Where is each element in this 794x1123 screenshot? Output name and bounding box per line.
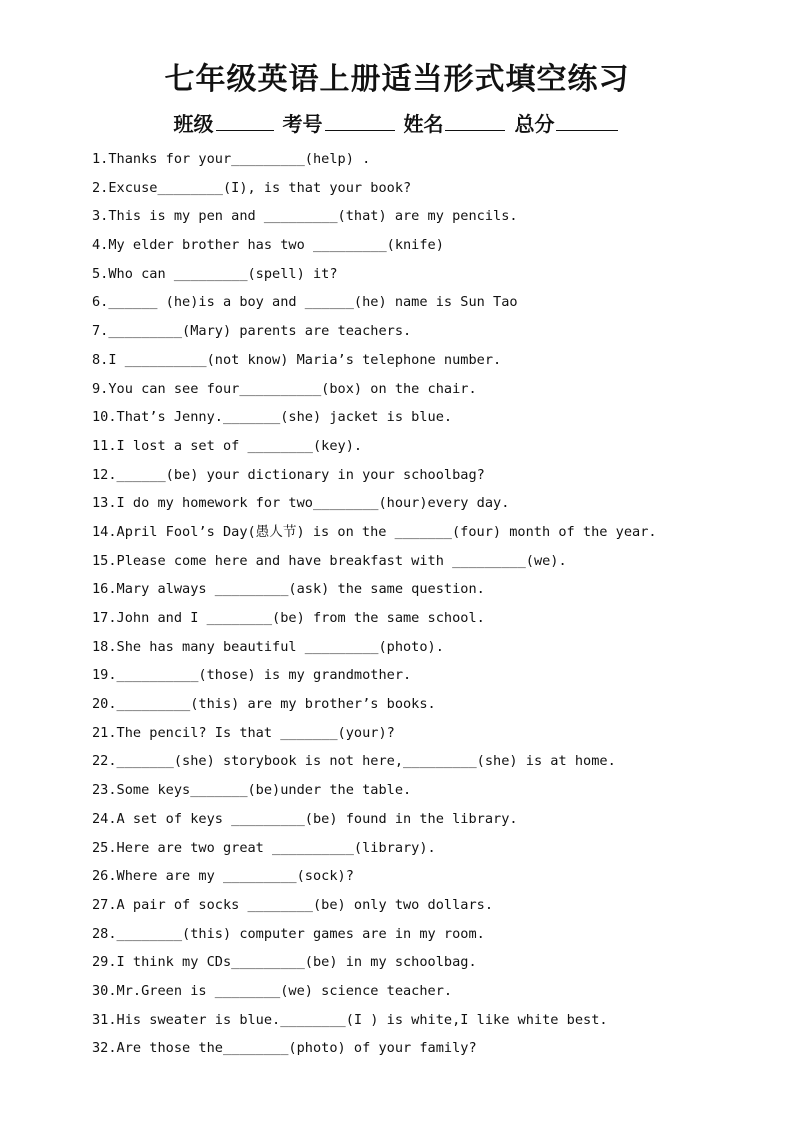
question-item: 27.A pair of socks ________(be) only two dollars. bbox=[92, 896, 494, 913]
question-item: 18.She has many beautiful _________(photo). bbox=[92, 638, 444, 655]
question-item: 23.Some keys_______(be)under the table. bbox=[92, 782, 412, 799]
class-label: 班级 bbox=[173, 112, 214, 136]
exam-number-blank bbox=[325, 112, 395, 131]
question-item: 13.I do my homework for two________(hour)every day. bbox=[92, 495, 510, 512]
question-item: 15.Please come here and have breakfast with _________(we). bbox=[92, 552, 567, 569]
question-item: 21.The pencil? Is that _______(your)? bbox=[92, 724, 395, 741]
name-label: 姓名 bbox=[403, 112, 444, 136]
question-item: 9.You can see four__________(box) on the chair. bbox=[92, 380, 477, 397]
exam-number-label: 考号 bbox=[282, 112, 323, 136]
question-item: 4.My elder brother has two _________(knife) bbox=[92, 237, 444, 254]
class-blank bbox=[216, 112, 274, 131]
question-item: 12.______(be) your dictionary in your schoolbag? bbox=[92, 466, 485, 483]
total-score-label: 总分 bbox=[514, 112, 555, 136]
question-item: 10.That’s Jenny._______(she) jacket is blue. bbox=[92, 409, 453, 426]
question-item: 8.I __________(not know) Maria’s telephone number. bbox=[92, 351, 502, 368]
question-list bbox=[92, 145, 772, 1063]
question-item: 2.Excuse________(I), is that your book? bbox=[92, 179, 412, 196]
question-item: 24.A set of keys _________(be) found in the library. bbox=[92, 810, 518, 827]
question-item: 30.Mr.Green is ________(we) science teacher. bbox=[92, 982, 453, 999]
question-item: 7._________(Mary) parents are teachers. bbox=[92, 323, 412, 340]
question-item: 25.Here are two great __________(library). bbox=[92, 839, 436, 856]
question-item: 1.Thanks for your_________(help) . bbox=[92, 151, 371, 167]
question-item: 31.His sweater is blue.________(I ) is white,I like white best. bbox=[92, 1011, 608, 1028]
question-item: 11.I lost a set of ________(key). bbox=[92, 437, 363, 454]
question-item: 16.Mary always _________(ask) the same question. bbox=[92, 581, 485, 598]
student-info-line bbox=[0, 110, 794, 138]
question-item: 22._______(she) storybook is not here,_________(she) is at home. bbox=[92, 753, 616, 770]
question-item: 19.__________(those) is my grandmother. bbox=[92, 667, 412, 684]
question-item: 5.Who can _________(spell) it? bbox=[92, 265, 338, 282]
question-item: 14.April Fool’s Day(愚人节) is on the _______(four) month of the year. bbox=[92, 523, 657, 540]
question-item: 17.John and I ________(be) from the same school. bbox=[92, 610, 485, 626]
name-blank bbox=[445, 112, 505, 131]
question-item: 3.This is my pen and _________(that) are my pencils. bbox=[92, 208, 518, 225]
question-item: 32.Are those the________(photo) of your family? bbox=[92, 1040, 477, 1057]
question-item: 29.I think my CDs_________(be) in my schoolbag. bbox=[92, 954, 477, 971]
question-item: 20._________(this) are my brother’s books. bbox=[92, 696, 436, 713]
question-item: 6.______ (he)is a boy and ______(he) name is Sun Tao bbox=[92, 294, 518, 311]
worksheet-title: 七年级英语上册适当形式填空练习 bbox=[164, 62, 630, 97]
total-score-blank bbox=[556, 112, 618, 131]
question-item: 28.________(this) computer games are in my room. bbox=[92, 925, 485, 942]
question-item: 26.Where are my _________(sock)? bbox=[92, 868, 354, 885]
